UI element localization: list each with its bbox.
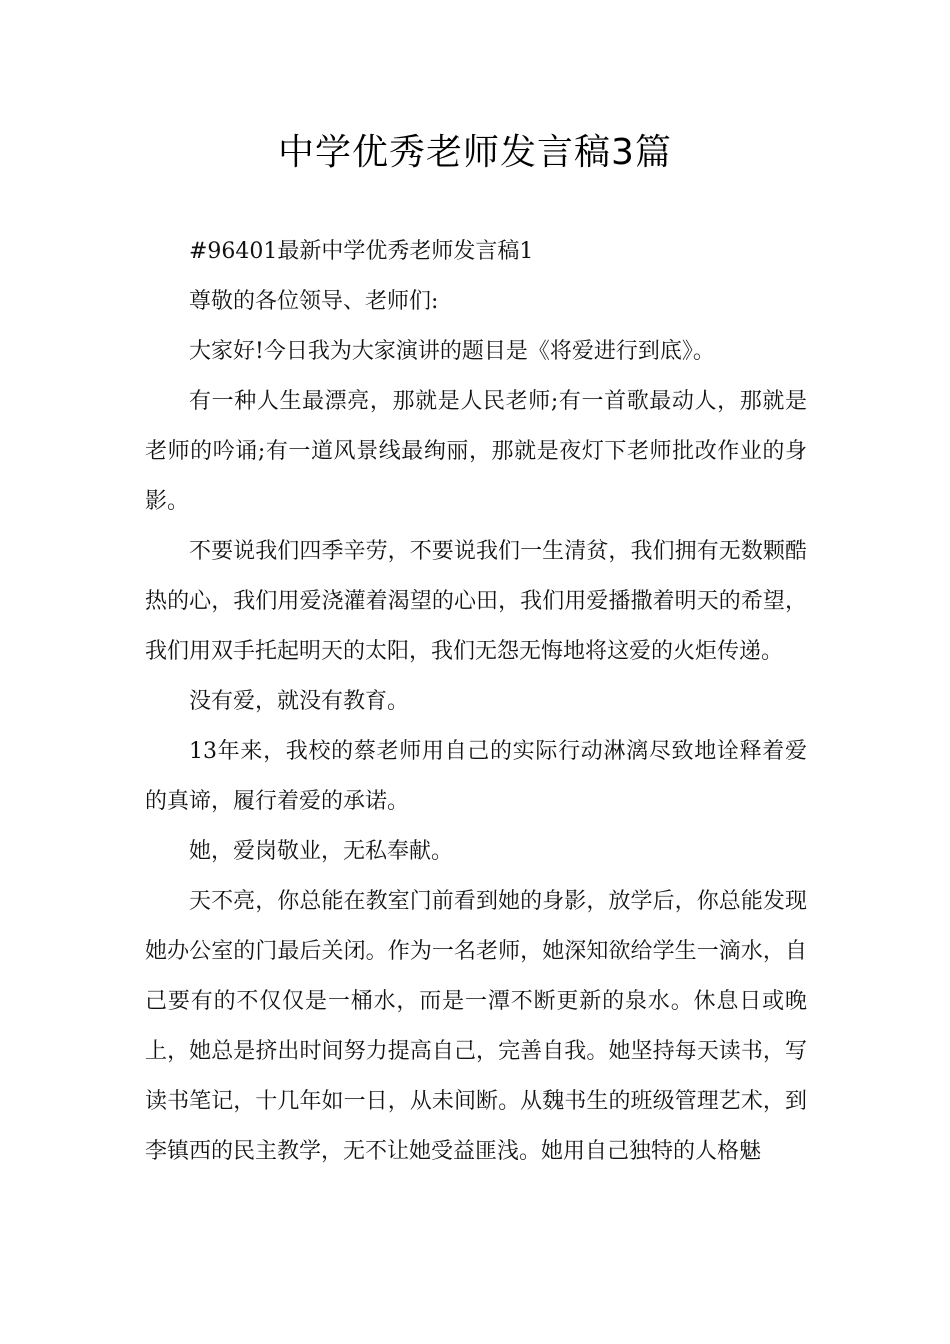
paragraph-heading: #96401最新中学优秀老师发言稿1 <box>189 239 534 264</box>
document-body <box>145 227 807 1177</box>
paragraph: 没有爱，就没有教育。 <box>189 689 410 714</box>
paragraph: 天不亮，你总能在教室门前看到她的身影，放学后，你总能发现她办公室的门最后关闭。作为一名老师，她深知欲给学生一滴水，自己要有的不仅仅是一桶水，而是一潭不断更新的泉水。休息日或晚上，她总是挤出时间努力提高自己，完善自我。她坚持每天读书，写读书笔记，十几年如一日，从未间断。从魏书生的班级管理艺术，到李镇西的民主教学，无不让她受益匪浅。她用自己独特的人格魅 <box>145 889 807 1164</box>
paragraph: 大家好!今日我为大家演讲的题目是《将爱进行到底》。 <box>189 339 715 364</box>
paragraph: 她，爱岗敬业，无私奉献。 <box>189 839 454 864</box>
paragraph-salutation: 尊敬的各位领导、老师们: <box>189 289 439 314</box>
document-title: 中学优秀老师发言稿3篇 <box>278 132 672 173</box>
paragraph: 13年来，我校的蔡老师用自己的实际行动淋漓尽致地诠释着爱的真谛，履行着爱的承诺。 <box>145 739 807 814</box>
paragraph: 有一种人生最漂亮，那就是人民老师;有一首歌最动人，那就是老师的吟诵;有一道风景线最绚丽，那就是夜灯下老师批改作业的身影。 <box>145 389 807 514</box>
paragraph: 不要说我们四季辛劳，不要说我们一生清贫，我们拥有无数颗酷热的心，我们用爱浇灌着渴望的心田，我们用爱播撒着明天的希望，我们用双手托起明天的太阳，我们无怨无悔地将这爱的火炬传递。 <box>145 539 807 664</box>
